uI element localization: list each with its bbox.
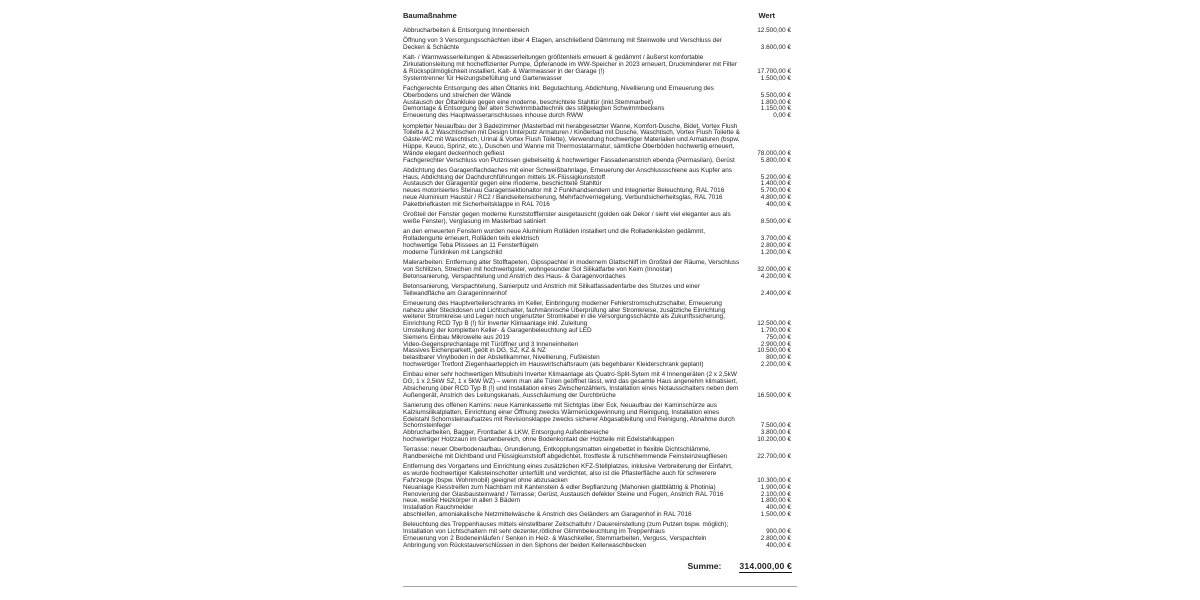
row-value: 1.800,00 € [760,497,791,505]
table-body [403,28,797,549]
row-description: Betonsanierung, Verspachtelung und Anstrich des Haus- & Garagenvordaches [403,272,626,280]
row-description: an den erneuerten Fenstern wurden neue Aluminium Rolläden installiert und die Rolladenkästen gedämmt, Rolladengurte erneuert, Rolläden teils elektrisch [403,228,705,243]
row-value: 400,00 € [766,541,791,549]
row-description: Umstellung der kompletten Keller- & Garagenbeleuchtung auf LED [403,327,592,335]
table-row [403,362,797,369]
row-value: 1.200,00 € [760,248,791,256]
table-row [403,274,797,281]
row-description: Installation Rauchmelder [403,504,474,512]
row-description: Abbrucharbeiten, Bagger, Frontlader & LKW, Entsorgung Außenbereiche [403,429,609,437]
column-header-baumassnahme: Baumaßnahme [403,11,457,20]
row-value: 0,00 € [773,112,791,120]
row-description: Erneuerung des Hauptverteilerschranks im Keller, Einbringung moderner Fehlerstromschutzschalter, Erneuerung nahezu aller Steckdosen und Lichtschalter, fachmännische Überprüfung aller Stromkreise, zusätzliche Einrichtung weiterer Stromkreise und Legen noch ungenutzter Stromkabel in die Versorgungsschächte als Zukunftssicherung, Einrichtung RCD Typ B (!) für Inverter Klimaanlage inkl. Zuleitung [403,299,726,328]
row-value: 3.700,00 € [760,235,791,243]
summary-value: 314.000,00 € [739,561,792,572]
row-value: 7.500,00 € [760,422,791,430]
row-value: 900,00 € [766,528,791,536]
row-description: Systemtrenner für Heizungsbefüllung und Gartenwasser [403,74,563,82]
table-row [403,113,797,120]
row-description: Fachgerechter Verschluss von Putzrissen giebelseitig & hochwertiger Fassadenanstrich ebenda (Permasilan), Gerüst [403,156,735,164]
row-value: 22.700,00 € [757,453,791,461]
row-description: Renovierung der Glasbausteinwand / Terrasse; Gerüst, Austausch defekter Steine und Fugen, Anstrich RAL 7016 [403,490,724,498]
row-description: moderne Türklinken mit Langschild [403,248,502,256]
row-description: Betonsanierung, Verspachtelung, Sanierputz und Anstrich mit Silikatfassadenfarbe des Sturzes und einer Teilwandfläche am Garageninnenhof [403,282,700,297]
row-value: 16.500,00 € [757,391,791,399]
table-header [403,12,797,20]
table-row [403,168,797,182]
row-description: kompletter Neuaufbau der 3 Badezimmer (Masterbad mit herabgesetzter Wanne, Komfort-Dusche, Bidet, Vortex Flush Toilette & 2 Waschtischen mit Design Unterputz Armaturen / Kinderbad mit Dusche, Waschtisch, Vortex Flush Toilette & Gäste-WC mit Waschtisch, Urinal & Vortex Flush Toilette), Verwendung hochwertiger Materialien und Armaturen (bspw. Hüppe, Keuco, Sprinz, etc.), Duschen und Wanne mit Thermostatarmatur, sämtliche Oberböden hochwertig erneuert, Wände elegant deckenhoch gefliest [403,122,740,157]
row-description: Beleuchtung des Treppenhauses mittels einstellbarer Zeitschaltuhr / Dauereinstellung (zum Putzen bspw. möglich); Installation von Lichtschaltern mit sehr dezenter,rötlicher Glimmbeleuchtung im Treppenhaus [403,521,729,536]
table-row [403,86,797,100]
table-row [403,76,797,83]
row-description: Kalt- / Warmwasserleitungen & Abwasserleitungen größtenteils erneuert & gedämmt / äußerst komfortable Zirkulationsleitung mit hocheffizienter Pumpe, Opferanode im WW-Speicher in 2023 erneuert, Druckminderer mit Filter & Rückspülmöglichkeit installiert, Kalt- & Warmwasser in der Garage (!) [403,54,737,75]
row-value: 1.400,00 € [760,180,791,188]
row-description: Abdichtung des Garagenflachdaches mit einer Schweißbahnlage, Erneuerung der Anschlussschiene aus Kupfer ans Haus, Abdichtung der Dachdurchführungen mittels 1K-Flüssigkunststoff [403,166,732,181]
row-value: 400,00 € [766,504,791,512]
table-row [403,250,797,257]
row-value: 12.500,00 € [757,320,791,328]
row-value: 3.800,00 € [760,429,791,437]
column-header-wert: Wert [758,11,775,20]
row-description: Entfernung des Vorgartens und Einrichtung eines zusätzlichen KFZ-Stellplatzes, inklusive Verbreiterung der Einfahrt, es wurde hochwertiger Kalksteinschotter unterfüllt und verdichtet, also ist die Pflasterfläche auch für schwerere Fahrzeuge (bspw. Wohnmobil) geeignet ohne abzusacken [403,463,733,485]
row-value: 1.700,00 € [760,327,791,335]
row-value: 1.500,00 € [760,74,791,82]
row-value: 12.500,00 € [757,27,791,34]
row-value: 17.700,00 € [757,67,791,75]
table-row [403,403,797,430]
table-row [403,124,797,158]
row-value: 10.200,00 € [757,436,791,444]
row-value: 2.200,00 € [760,361,791,369]
table-row [403,212,797,226]
row-description: abschleifen, amoniakalische Netzmittelwäsche & Anstrich des Geländers am Garagenhof in RAL 7016 [403,511,692,518]
row-value: 1.900,00 € [760,483,791,491]
row-value: 2.100,00 € [760,490,791,498]
row-value: 8.500,00 € [760,217,791,225]
table-row [403,28,797,35]
row-description: Anbringung von Rückstauverschlüssen in den Siphons der beiden Kellerwaschbecken [403,541,647,549]
row-value: 400,00 € [766,200,791,208]
row-value: 2.400,00 € [760,289,791,297]
row-description: Erneuerung des Hauptwasseranschlusses inhouse durch RWW [403,112,583,120]
table-row [403,260,797,274]
row-value: 4.200,00 € [760,272,791,280]
row-value: 5.500,00 € [760,91,791,99]
row-description: Siemens Einbau Mikrowelle aus 2019 [403,333,510,341]
row-value: 10.500,00 € [757,347,791,355]
table-row [403,158,797,165]
table-row [403,522,797,536]
row-description: Austausch der Garagentür gegen eine moderne, beschichtete Stahltür [403,180,602,188]
row-description: Video-Gegensprechanlage mit Türöffner und 3 Inneneinheiten [403,340,579,348]
row-value: 1.150,00 € [760,105,791,113]
row-description: Abbrucharbeiten & Entsorgung Innenbereich [403,27,530,34]
footer-divider [403,586,797,587]
row-value: 800,00 € [766,354,791,362]
row-description: neue Aluminium Haustür / RC2 / Bandseitensicherung, Mehrfachverriegelung, Verbundsicherheitsglas, RAL 7016 [403,194,723,202]
row-description: Fachgerechte Entsorgung des alten Öltanks inkl. Begutachtung, Abdichtung, Nivellierung und Erneuerung des Oberbodens und streichen der Wände [403,85,714,99]
row-value: 3.600,00 € [760,44,791,52]
row-description: Sanierung des offenen Kamins: neue Kaminkassette mit Sichtglas über Eck, Neuaufbau der Kaminschürze aus Kalziumsilikatplatten, Einrichtung einer Öffnung zwecks Wärmerückgewinnung und Reinigung, Installation eines Edelstahl Schornsteinaufsatzes mit Revisionsklappe zwecks sicherer Abgasableitung und Reinigung, Abnahme durch Schornsteinfeger [403,402,735,430]
row-value: 750,00 € [766,333,791,341]
row-value: 4.800,00 € [760,194,791,202]
row-description: hochwertiger Tretford Ziegenhaarteppich im Hauswirtschaftsraum (als begehbarer Kleiderschrank geplant) [403,361,704,369]
row-description: Großteil der Fenster gegen moderne Kunststofffenster ausgetauscht (golden oak Dekor / sieht viel eleganter aus als weiße Fenster), Verglasung im Masterbad satiniert [403,211,731,225]
document-page [403,0,797,587]
row-description: hochwertige Teba Plissees an 11 Fensterflügeln [403,241,539,249]
table-row [403,284,797,298]
row-description: hochwertiger Holzzaun im Gartenbereich, ohne Bodenkontakt der Holzteile mit Edelstahlkappen [403,436,675,444]
summary-label: Summe: [687,561,722,572]
row-description: Demontage & Entsorgung der alten Schwimmbadtechnik des stillgelegten Schwimmbeckens [403,105,665,113]
row-description: Malerarbeiten: Entfernung alter Stofftapeten, Gipsspachtel in modernem Glattschliff im Großteil der Räume, Verschluss von Schlitzen, Streichen mit hochwertigster, wohngesunder Sol Silikatfarbe von Keim (Innostar) [403,258,740,273]
row-value: 2.800,00 € [760,241,791,249]
table-row [403,202,797,209]
table-row [403,447,797,461]
row-value: 5.200,00 € [760,173,791,181]
row-value: 78.000,00 € [757,149,791,157]
row-description: Massives Eichenparkett, geölt in DG, SZ, KZ & NZ [403,347,546,355]
row-description: Paketbriefkasten mit Sicherheitsklappe in RAL 7016 [403,200,550,208]
table-row [403,437,797,444]
row-value: 2.900,00 € [760,340,791,348]
row-description: belastbarer Vinylboden in der Abstellkammer, Nivellierung, Fußleisten [403,354,600,362]
row-value: 5.700,00 € [760,187,791,195]
row-description: Erneuerung von 2 Bodeneinläufen / Senken in Heiz- & Waschkeller, Stemmarbeiten, Verguss, Verspachteln [403,534,707,542]
row-value: 32.000,00 € [757,265,791,273]
table-row [403,512,797,519]
row-description: Austausch der Öltankluke gegen eine moderne, beschichtete Stahltür (inkl.Stemmarbeit) [403,98,654,106]
row-value: 1.500,00 € [760,511,791,518]
table-row [403,372,797,399]
table-row [403,301,797,328]
row-description: neues motorisiertes Steinau Garagensektionaltor mit 2 Funkhandsendern und integrierter Beleuchtung, RAL 7016 [403,187,725,195]
row-value: 5.800,00 € [760,156,791,164]
row-description: Neuanlage Kiesstreifen zum Nachbarn mit Kantenstein & edler Bepflanzung (Mahonien glattblättrig & Photinia) [403,483,716,491]
table-row [403,543,797,550]
summary-row [403,561,797,573]
table-row [403,229,797,243]
row-description: Öffnung von 3 Versorgungsschächten über 4 Etagen, anschließend Dämmung mit Steinwolle und Verschluss der Decken & Schächte [403,37,722,52]
table-row [403,464,797,484]
row-value: 10.300,00 € [757,477,791,485]
row-value: 2.800,00 € [760,534,791,542]
row-description: Terrasse: neuer Oberbodenaufbau, Grundierung, Entkopplungsmatten eingebettet in flexible Dichtschlämme, Randbereiche mit Dichtband und Flüssigkunststoff abgedichtet, frostfeste & rutschhemmende Feinsteinzeugfliesen [403,446,728,461]
row-value: 1.800,00 € [760,98,791,106]
row-description: Einbau einer sehr hochwertigen Mitsubishi Inverter Klimaanlage als Quatro-Split-Sytem mit 4 Innengeräten (2 x 2,5kW DG, 1 x 2,5kW SZ, 1 x 5kW WZ) – wenn man alle Türen geöffnet lässt, wird das gesamte Haus angenehm klimatisiert, Absicherung über RCD Typ B (!) und Installation eines Zwischenzählers, Installation eines Notausschalters neben dem Außengerät, Anstrich des Leitungskanals, Ausschäumung der Durchbrüche [403,371,739,399]
row-description: neue, weiße Heizkörper in allen 3 Bädern [403,497,521,505]
table-row [403,38,797,52]
table-row [403,55,797,75]
